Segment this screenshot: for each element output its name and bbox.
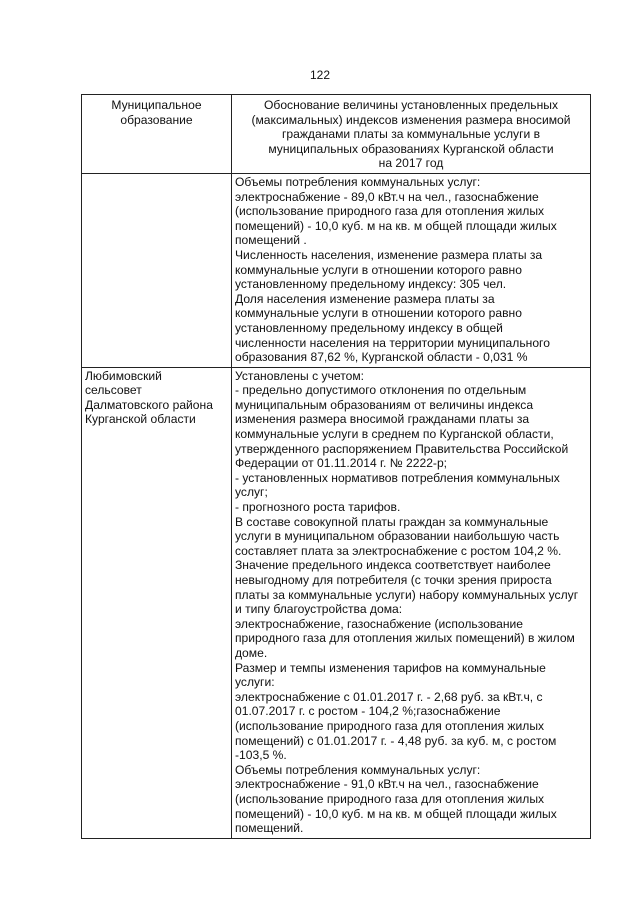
text-line: помещений) - 10,0 куб. м на кв. м общей площади жилых xyxy=(235,806,557,821)
text-line: сельсовет xyxy=(85,383,142,398)
tariff-justification-table xyxy=(81,94,591,839)
header-municipality xyxy=(82,95,232,174)
header-justification xyxy=(232,95,591,174)
justification-cell xyxy=(232,173,591,367)
text-line: Значение предельного индекса соответствует наиболее xyxy=(235,558,551,573)
text-line: помещений) с 01.01.2017 г. - 4,48 руб. за куб. м, с ростом xyxy=(235,733,557,748)
text-line: электроснабжение с 01.01.2017 г. - 2,68 руб. за кВт.ч, с xyxy=(235,689,543,704)
text-line: образования 87,62 %, Курганской области - 0,031 % xyxy=(235,350,528,365)
text-line: Доля населения изменение размера платы за xyxy=(235,291,495,306)
page-number: 122 xyxy=(309,68,331,82)
text-line: электроснабжение, газоснабжение (использование xyxy=(235,616,523,631)
text-line: изменения размера вносимой гражданами платы за xyxy=(235,412,530,427)
text-line: численности населения на территории муниципального xyxy=(235,335,550,350)
text-line: - установленных нормативов потребления коммунальных xyxy=(235,470,560,485)
text-line: установленному предельному индексу: 305 чел. xyxy=(235,277,507,292)
justification-cell xyxy=(232,367,591,838)
text-line: -103,5 %. xyxy=(235,748,287,763)
text-line: Федерации от 01.11.2014 г. № 2222-р; xyxy=(235,456,448,471)
text-line: установленному предельному индексу в общей xyxy=(235,320,503,335)
text-line: доме. xyxy=(235,645,268,660)
text-line: услуги в муниципальном образовании наибольшую часть xyxy=(235,529,560,544)
text-line: Численность населения, изменение размера платы за xyxy=(235,247,543,262)
text-line: услуги: xyxy=(235,675,275,690)
text-line: Объемы потребления коммунальных услуг: xyxy=(235,762,481,777)
text-line: (использование природного газа для отопления жилых xyxy=(235,791,545,806)
text-line: и типу благоустройства дома: xyxy=(235,602,403,617)
text-line: помещений . xyxy=(235,233,307,248)
header-col2-line: Обоснование величины установленных предельных xyxy=(263,98,559,112)
text-line: электроснабжение - 89,0 кВт.ч на чел., газоснабжение xyxy=(235,189,539,204)
text-line: В составе совокупной платы граждан за коммунальные xyxy=(235,514,549,529)
header-col1-line: образование xyxy=(120,112,193,127)
text-line: услуг; xyxy=(235,485,268,500)
header-col2-line: (максимальных) индексов изменения размера вносимой xyxy=(251,112,571,127)
text-line: - предельно допустимого отклонения по отдельным xyxy=(235,383,527,398)
text-line: природного газа для отопления жилых помещений) в жилом xyxy=(235,631,575,646)
municipality-cell xyxy=(82,367,232,838)
table-row xyxy=(82,367,591,838)
text-line: платы за коммунальные услуги) набору коммунальных услуг xyxy=(235,587,579,602)
text-line: (использование природного газа для отопления жилых xyxy=(235,718,545,733)
text-line: составляет плата за электроснабжение с ростом 104,2 %. xyxy=(235,543,562,558)
header-col2-line: на 2017 год xyxy=(378,156,444,171)
text-line: Размер и темпы изменения тарифов на коммунальные xyxy=(235,660,546,675)
header-col1-line: Муниципальное xyxy=(111,98,202,112)
text-line: Установлены с учетом: xyxy=(235,368,364,383)
text-line: - прогнозного роста тарифов. xyxy=(235,500,401,515)
header-col2-line: гражданами платы за коммунальные услуги в xyxy=(281,127,541,142)
municipality-cell-empty xyxy=(82,173,232,367)
text-line: Любимовский xyxy=(85,368,162,383)
table-row xyxy=(82,173,591,367)
text-line: Далматовского района xyxy=(85,397,213,412)
text-line: помещений. xyxy=(235,821,304,836)
text-line: муниципальным образованиям от величины индекса xyxy=(235,397,534,412)
text-line: Объемы потребления коммунальных услуг: xyxy=(235,174,481,189)
text-line: коммунальные услуги в отношении которого равно xyxy=(235,262,522,277)
header-col2-line: муниципальных образованиях Курганской области xyxy=(268,141,554,156)
text-line: Курганской области xyxy=(85,412,196,427)
text-line: коммунальные услуги в отношении которого равно xyxy=(235,306,522,321)
text-line: утвержденного распоряжением Правительства Российской xyxy=(235,441,569,456)
table-header-row xyxy=(82,95,591,174)
text-line: 01.07.2017 г. с ростом - 104,2 %;газоснабжение xyxy=(235,704,501,719)
text-line: помещений) - 10,0 куб. м на кв. м общей площади жилых xyxy=(235,218,557,233)
text-line: коммунальные услуги в среднем по Курганской области, xyxy=(235,427,554,442)
text-line: электроснабжение - 91,0 кВт.ч на чел., газоснабжение xyxy=(235,777,539,792)
text-line: невыгодному для потребителя (с точки зрения прироста xyxy=(235,573,552,587)
text-line: (использование природного газа для отопления жилых xyxy=(235,204,545,219)
